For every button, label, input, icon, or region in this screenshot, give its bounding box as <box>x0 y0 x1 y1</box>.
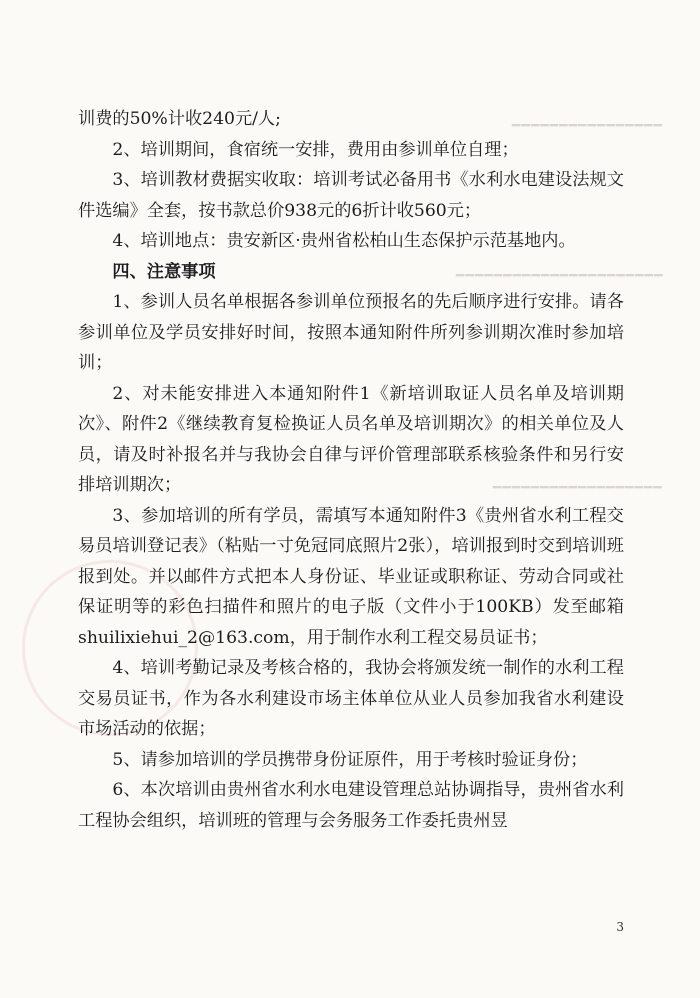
paragraph-note-1: 1、参训人员名单根据各参训单位预报名的先后顺序进行安排。请各参训单位及学员安排好时间，按照本通知附件所列参训期次准时参加培训； <box>78 292 624 373</box>
paragraph-note-6: 6、本次培训由贵州省水利水电建设管理总站协调指导，贵州省水利工程协会组织，培训班的管理与会务服务工作委托贵州昱 <box>78 780 624 831</box>
show-through-text: ━━━━━━━━━━━━━━━━━━ <box>492 480 662 496</box>
show-through-text: ━━━━━━━━━━━━━━━━ <box>511 118 662 134</box>
document-body <box>78 104 624 836</box>
paragraph-note-3: 3、参加培训的所有学员，需填写本通知附件3《贵州省水利工程交易员培训登记表》（粘贴一寸免冠同底照片2张），培训报到时交到培训班报到处。并以邮件方式把本人身份证、毕业证或职称证、劳动合同或社保证明等的彩色扫描件和照片的电子版（文件小于100KB）发至邮箱shuilixiehui_2@163.com，用于制作水利工程交易员证书； <box>78 505 624 648</box>
paragraph-item-2-meals: 2、培训期间，食宿统一安排，费用由参训单位自理； <box>112 139 519 160</box>
paragraph-note-4: 4、培训考勤记录及考核合格的，我协会将颁发统一制作的水利工程交易员证书，作为各水利建设市场主体单位从业人员参加我省水利建设市场活动的依据； <box>78 658 624 739</box>
paragraph-note-5: 5、请参加培训的学员携带身份证原件，用于考核时验证身份； <box>112 749 588 770</box>
section-heading-notes: 四、注意事项 <box>112 261 216 282</box>
show-through-text: ━━━━━━━━━━━━━━━━━━━━━━ <box>454 268 662 284</box>
page-number: 3 <box>616 920 624 934</box>
paragraph-item-4-location: 4、培训地点：贵安新区·贵州省松柏山生态保护示范基地内。 <box>112 231 576 251</box>
paragraph-item-3-materials: 3、培训教材费据实收取：培训考试必备用书《水利水电建设法规文件选编》全套，按书款总价938元的6折计收560元； <box>78 170 624 221</box>
paragraph-note-2: 2、对未能安排进入本通知附件1《新培训取证人员名单及培训期次》、附件2《继续教育复检换证人员名单及培训期次》的相关单位及人员，请及时补报名并与我协会自律与评价管理部联系核验条件和另行安排培训期次； <box>78 383 624 495</box>
paragraph-continuation: 训费的50%计收240元/人; <box>78 109 281 129</box>
